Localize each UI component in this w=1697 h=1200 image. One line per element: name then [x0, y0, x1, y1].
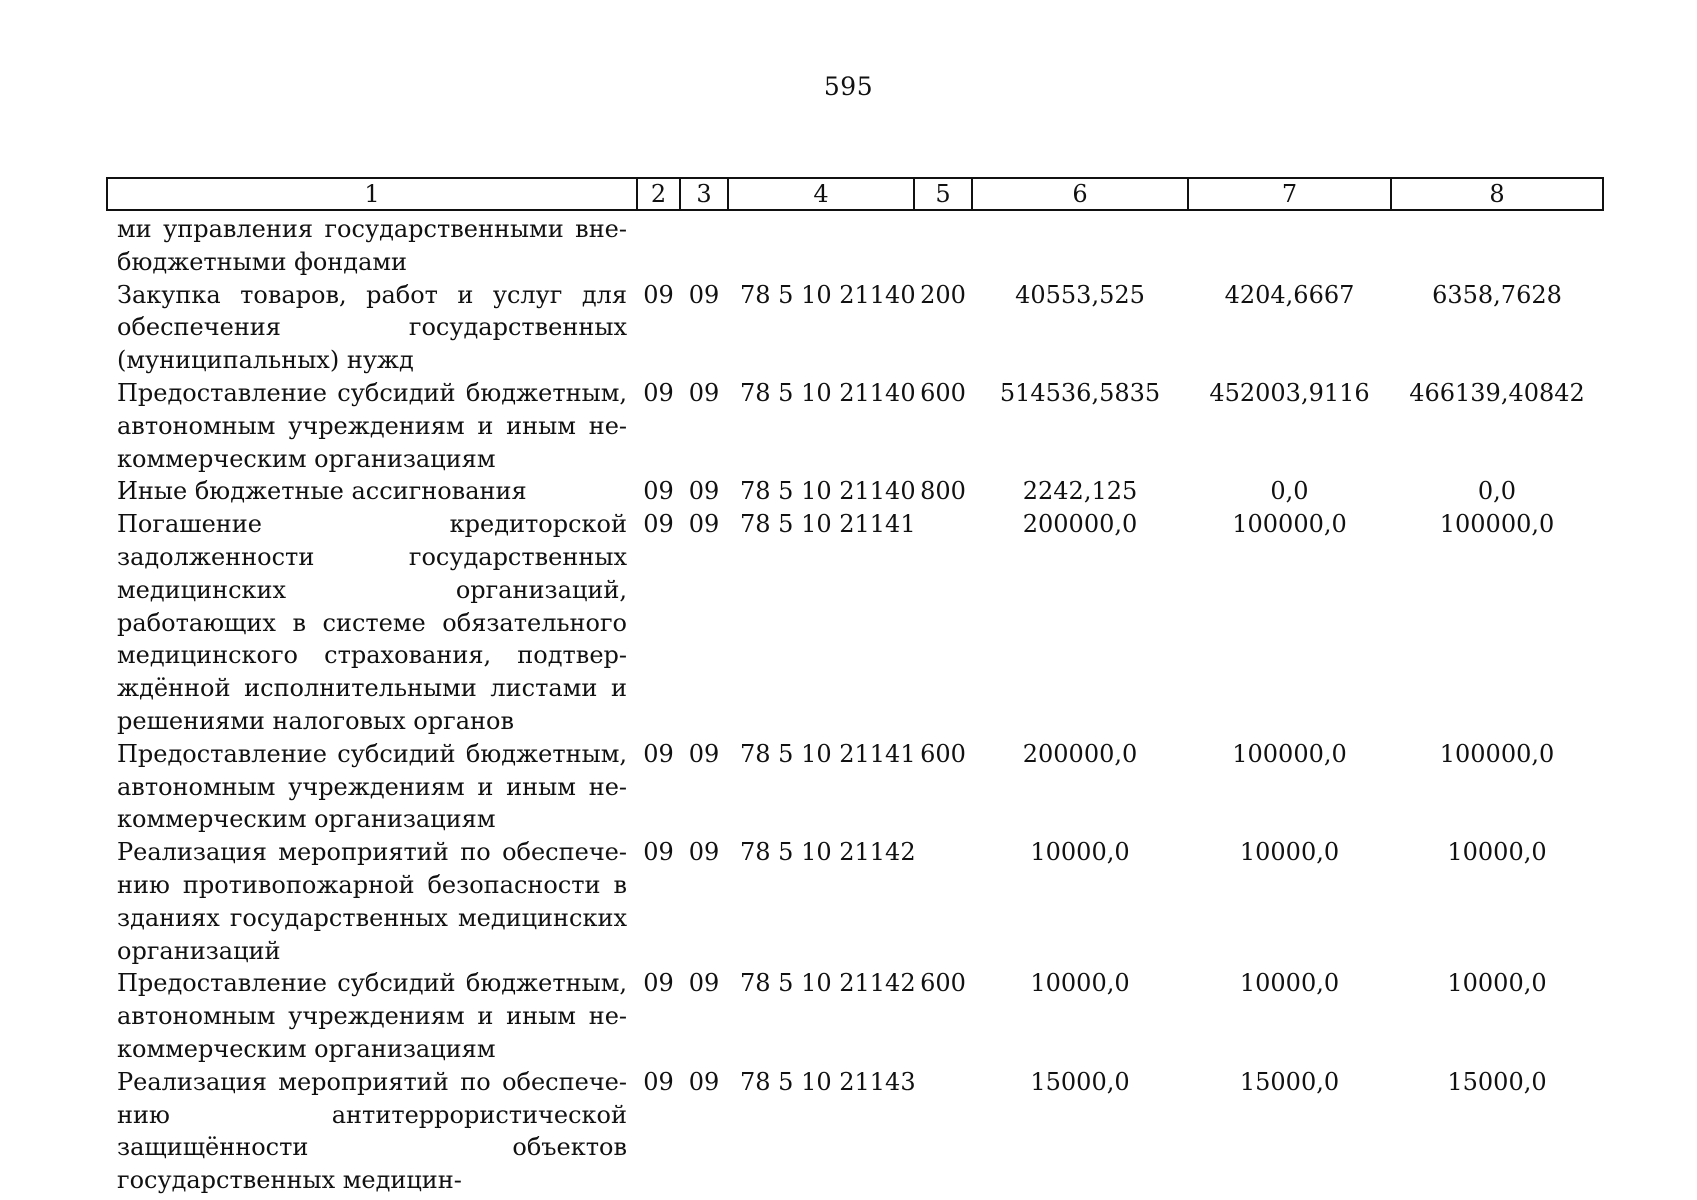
- row-expense-type: [914, 210, 972, 279]
- row-subsection-code: 09: [688, 477, 720, 506]
- table-row: [107, 1066, 1603, 1197]
- row-expense-type: 600: [920, 969, 966, 998]
- row-subsection-code: 09: [688, 969, 720, 998]
- row-target-article: 78 5 10 21142: [740, 838, 916, 867]
- page-number: 595: [823, 72, 874, 101]
- column-header-8: 8: [1391, 178, 1603, 210]
- row-section-code: 09: [643, 378, 674, 407]
- row-section-code: 09: [643, 477, 674, 506]
- column-header-7: 7: [1188, 178, 1391, 210]
- row-target-article: 78 5 10 21142: [740, 969, 916, 998]
- row-target-article: 78 5 10 21140: [740, 477, 916, 506]
- row-expense-type: [914, 836, 972, 967]
- row-amount-7: 100000,0: [1232, 739, 1347, 768]
- row-section-code: 09: [643, 969, 674, 998]
- column-header-1: 1: [107, 178, 637, 210]
- row-section-code: 09: [643, 838, 674, 867]
- row-amount-6: 514536,5835: [999, 378, 1161, 407]
- row-amount-7: 0,0: [1270, 477, 1309, 506]
- row-target-article: 78 5 10 21140: [740, 378, 916, 407]
- row-amount-7: 100000,0: [1232, 510, 1347, 539]
- row-amount-8: 6358,7628: [1432, 280, 1562, 309]
- table-row: [107, 967, 1603, 1065]
- row-description: Иные бюджетные ассигнования: [117, 477, 527, 506]
- row-description: Реализация мероприятий по обеспечению антитеррористической защищённости объектов государственных медицин-: [117, 1067, 627, 1195]
- table-row: [107, 475, 1603, 508]
- row-subsection-code: 09: [688, 378, 720, 407]
- row-amount-8: 100000,0: [1439, 739, 1555, 768]
- row-amount-6: 10000,0: [1030, 838, 1130, 867]
- table-row: [107, 210, 1603, 279]
- row-amount-6: 2242,125: [1022, 477, 1138, 506]
- row-subsection-code: 09: [688, 739, 720, 768]
- row-amount-8: 100000,0: [1439, 510, 1555, 539]
- row-description: Погашение кредиторской задолженности государственных медицинских организаций, работающих в системе обязательного медицинского страхования, подтверждённой исполнительными листами и решениями налоговых органов: [117, 510, 627, 735]
- row-target-article: 78 5 10 21141: [740, 739, 916, 768]
- column-header-5: 5: [914, 178, 972, 210]
- row-expense-type: 800: [920, 477, 966, 506]
- column-header-6: 6: [972, 178, 1188, 210]
- row-amount-8: 15000,0: [1447, 1067, 1547, 1096]
- table-row: [107, 508, 1603, 738]
- column-header-2: 2: [637, 178, 680, 210]
- row-section-code: 09: [643, 280, 674, 309]
- row-amount-7: 15000,0: [1239, 1067, 1340, 1096]
- row-expense-type: 600: [920, 739, 966, 768]
- column-header-3: 3: [680, 178, 728, 210]
- row-section-code: 09: [643, 1067, 674, 1096]
- row-amount-6: 15000,0: [1030, 1067, 1130, 1096]
- row-target-article: 78 5 10 21141: [740, 510, 916, 539]
- table-row: [107, 836, 1603, 967]
- row-amount-8: 10000,0: [1447, 969, 1547, 998]
- table-row: [107, 377, 1603, 475]
- row-amount-7: 452003,9116: [1209, 378, 1370, 407]
- row-description: Предоставление субсидий бюджетным, автономным учреждениям и иным некоммерческим организациям: [117, 739, 627, 834]
- row-target-article: [728, 210, 914, 279]
- column-number-row: [107, 178, 1603, 210]
- column-header-4: 4: [728, 178, 914, 210]
- row-description: ми управления государственными внебюджетными фондами: [117, 215, 627, 276]
- row-expense-type: [914, 508, 972, 738]
- row-section-code: 09: [643, 739, 674, 768]
- row-subsection-code: 09: [688, 1067, 720, 1096]
- row-description: Предоставление субсидий бюджетным, автономным учреждениям и иным некоммерческим организациям: [117, 378, 627, 473]
- row-amount-8: 466139,40842: [1409, 378, 1585, 407]
- budget-table: [106, 177, 1604, 1197]
- row-expense-type: [914, 1066, 972, 1197]
- row-amount-6: 10000,0: [1030, 969, 1130, 998]
- table-row: [107, 279, 1603, 377]
- row-subsection-code: 09: [688, 838, 720, 867]
- row-description: Предоставление субсидий бюджетным, автономным учреждениям и иным некоммерческим организациям: [117, 969, 627, 1063]
- table-row: [107, 738, 1603, 836]
- row-expense-type: 600: [920, 378, 966, 407]
- row-amount-6: 40553,525: [1015, 280, 1145, 309]
- row-target-article: 78 5 10 21140: [740, 280, 916, 309]
- row-amount-7: 10000,0: [1239, 838, 1340, 867]
- row-amount-8: 10000,0: [1447, 838, 1547, 867]
- row-description: Закупка товаров, работ и услуг для обеспечения государственных (муниципальных) нужд: [117, 280, 627, 375]
- row-target-article: 78 5 10 21143: [740, 1067, 916, 1096]
- row-amount-7: 4204,6667: [1224, 280, 1355, 309]
- row-expense-type: 200: [920, 280, 966, 309]
- row-amount-6: [972, 210, 1188, 279]
- row-amount-8: 0,0: [1477, 477, 1517, 506]
- row-amount-6: 200000,0: [1022, 739, 1138, 768]
- row-subsection-code: 09: [688, 510, 720, 539]
- row-amount-6: 200000,0: [1022, 510, 1138, 539]
- row-amount-7: 10000,0: [1239, 969, 1340, 998]
- row-section-code: [637, 210, 680, 279]
- row-description: Реализация мероприятий по обеспечению противопожарной безопасности в зданиях государственных медицинских организаций: [117, 838, 627, 965]
- row-subsection-code: [680, 210, 728, 279]
- row-amount-7: [1188, 210, 1391, 279]
- row-subsection-code: 09: [688, 280, 720, 309]
- row-section-code: 09: [643, 510, 674, 539]
- row-amount-8: [1391, 210, 1603, 279]
